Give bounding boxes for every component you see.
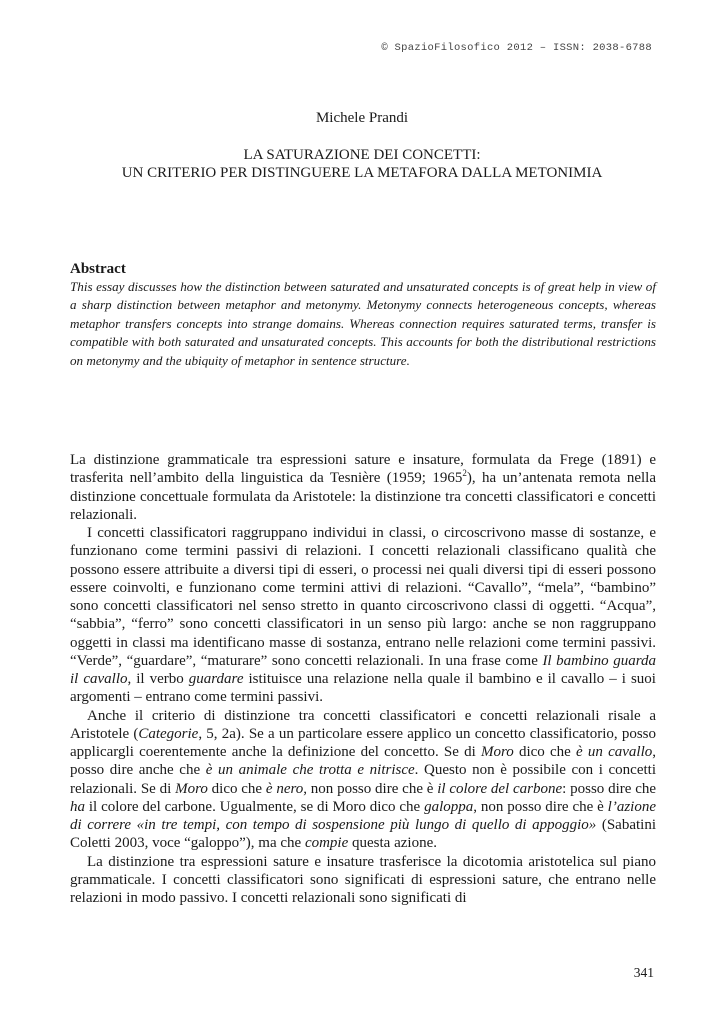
body-text [70, 451, 656, 907]
paragraph-2: I concetti classificatori raggruppano individui in classi, o circoscrivono masse di sostanze, e funzionano come termini passivi di relazioni. I concetti relazionali classificano qualità che possono essere attribuite a diversi tipi di esseri, o processi nei quali diversi tipi di esseri possono essere coinvolti, e funzionano come termini attivi di relazioni. “Cavallo”, “mela”, “bambino” sono concetti classificatori nel senso stretto in quanto circoscrivono classi di oggetti. “Acqua”, “sabbia”, “ferro” sono concetti classificatori in un senso più largo: anche se non raggruppano oggetti in classi ma identificano masse di sostanza, entrano nelle relazioni come termini passivi. “Verde”, “guardare”, “maturare” sono concetti relazionali. In una frase come Il bambino guarda il cavallo, il verbo guardare istituisce una relazione nella quale il bambino e il cavallo – i suoi argomenti – entrano come termini passivi. [70, 525, 657, 706]
paper-title [60, 146, 664, 182]
copyright-header: © SpazioFilosofico 2012 – ISSN: 2038-6788 [381, 42, 652, 54]
author-name: Michele Prandi [315, 110, 409, 126]
title-line-1: LA SATURAZIONE DEI CONCETTI: [243, 147, 481, 163]
paragraph-1: La distinzione grammaticale tra espressioni sature e insature, formulata da Frege (1891) e trasferita nell’ambito della linguistica da Tesnière (1959; 1965$^2$), ha un’antenata remota nella distinzione concettuale formulata da Aristotele: la distinzione tra concetti classificatori e concetti relazionali. [70, 452, 656, 523]
abstract-section [70, 260, 656, 370]
abstract-text: This essay discusses how the distinction between saturated and unsaturated concepts is of great help in view of a sharp distinction between metaphor and metonymy. Metonymy connects heterogeneous concepts, whereas metaphor transfers concepts into strange domains. Whereas connection requires saturated terms, transfer is compatible with both saturated and unsaturated concepts. This accounts for both the distributional restrictions on metonymy and the ubiquity of metaphor in sentence structure. [70, 279, 656, 368]
abstract-heading: Abstract [70, 261, 126, 277]
footnote-superscript: 2 [462, 468, 467, 479]
title-line-2: UN CRITERIO PER DISTINGUERE LA METAFORA DALLA METONIMIA [121, 165, 603, 181]
paragraph-4: La distinzione tra espressioni sature e insature trasferisce la dicotomia aristotelica sul piano grammaticale. I concetti classificatori sono significati di espressioni sature, che entrano nelle relazioni in modo passivo. I concetti relazionali sono significati di [70, 853, 656, 906]
paragraph-3: Anche il criterio di distinzione tra concetti classificatori e concetti relazionali risale a Aristotele (Categorie, 5, 2a). Se a un particolare essere applico un concetto classificatorio, posso applicargli coerentemente anche la definizione del concetto. Se di Moro dico che è un cavallo, posso dire anche che è un animale che trotta e nitrisce. Questo non è possibile con i concetti relazionali. Se di Moro dico che è nero, non posso dire che è il colore del carbone: posso dire che ha il colore del carbone. Ugualmente, se di Moro dico che galoppa, non posso dire che è l’azione di correre «in tre tempi, con tempo di sospensione più lungo di quello di appoggio» (Sabatini Coletti 2003, voce “galoppo”), ma che compie questa azione. [70, 707, 657, 852]
page-number: 341 [633, 965, 654, 980]
